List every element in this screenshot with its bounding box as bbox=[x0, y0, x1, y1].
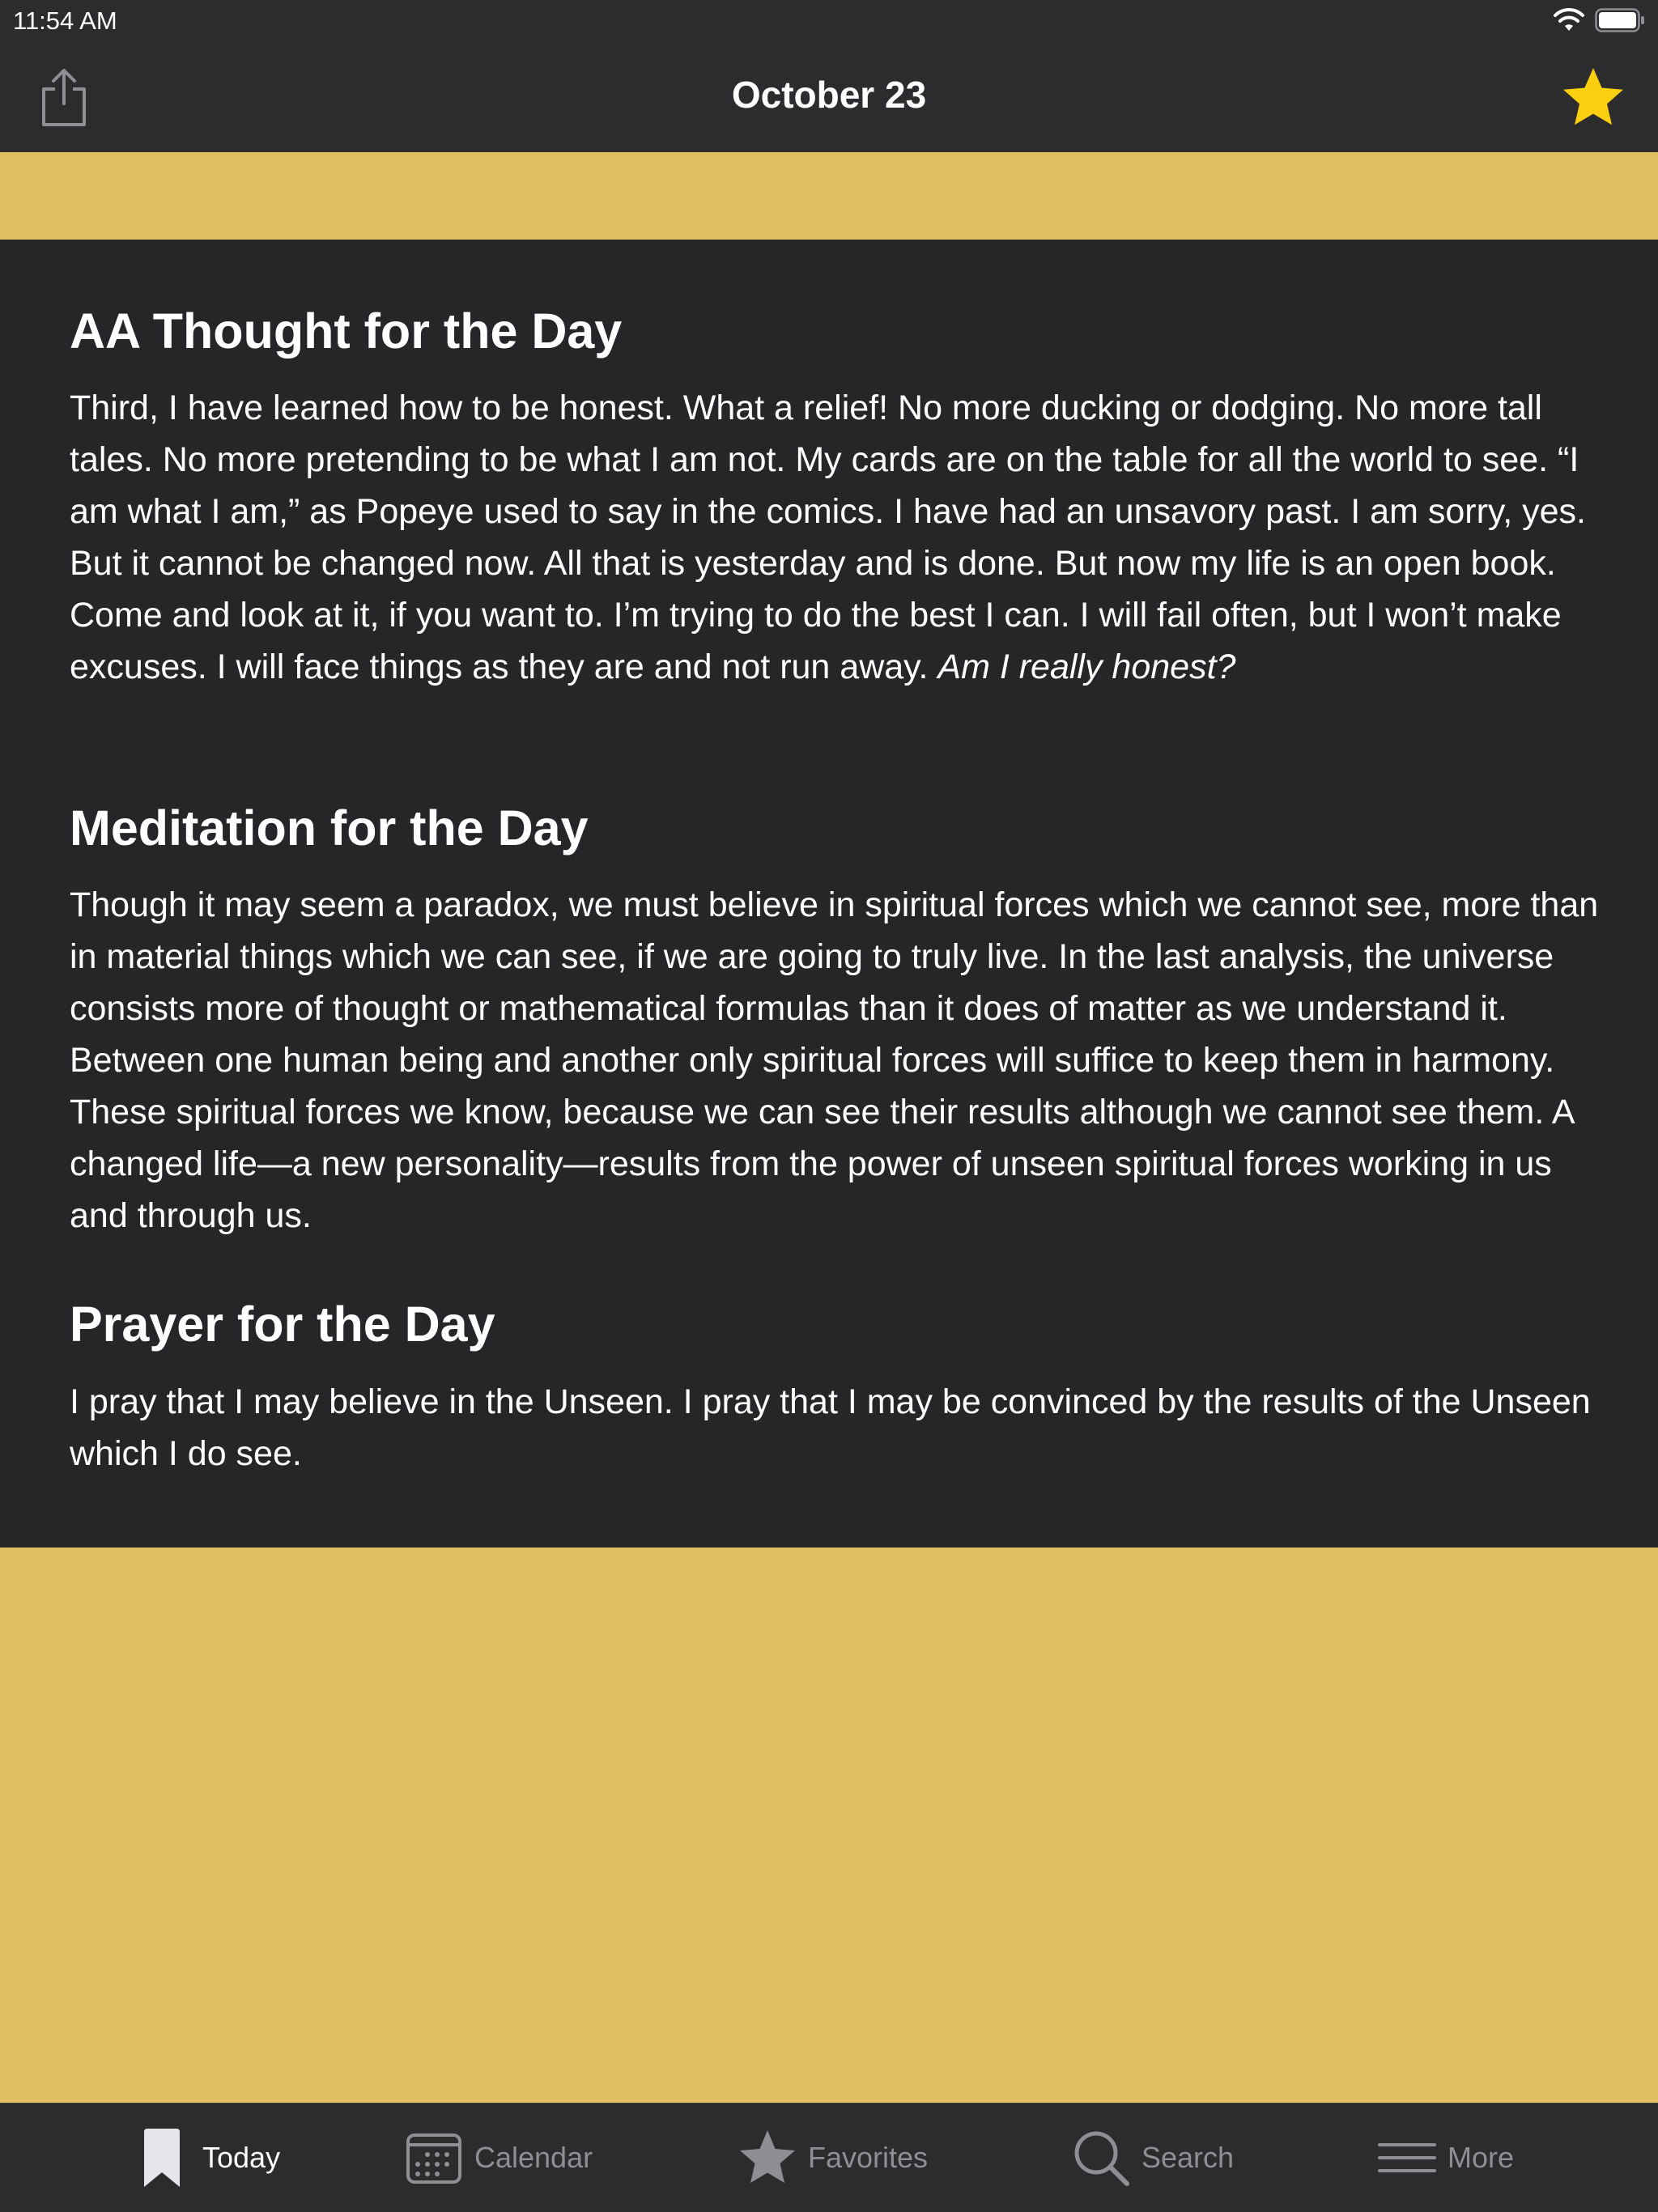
bottom-banner bbox=[0, 1548, 1658, 2103]
top-banner bbox=[0, 152, 1658, 240]
tab-today[interactable] bbox=[133, 2104, 280, 2212]
battery-icon bbox=[1595, 8, 1645, 32]
reading-content bbox=[0, 240, 1658, 1548]
tab-calendar[interactable] bbox=[405, 2104, 593, 2212]
tab-more[interactable] bbox=[1378, 2104, 1514, 2212]
tab-search[interactable] bbox=[1072, 2104, 1234, 2212]
section-heading-meditation: Meditation for the Day bbox=[70, 800, 589, 856]
tab-label-search: Search bbox=[1141, 2141, 1235, 2174]
favorite-star-icon[interactable] bbox=[1561, 65, 1626, 128]
tab-label-more: More bbox=[1448, 2141, 1515, 2174]
section-heading-prayer: Prayer for the Day bbox=[70, 1297, 495, 1352]
tab-label-favorites: Favorites bbox=[808, 2141, 929, 2174]
section-heading-thought: AA Thought for the Day bbox=[70, 304, 623, 359]
search-icon bbox=[1072, 2129, 1130, 2187]
wifi-icon bbox=[1551, 6, 1587, 34]
star-icon bbox=[738, 2129, 797, 2187]
section-body-prayer: I pray that I may believe in the Unseen. I pray that I may be convinced by the results of the Unseen which I do see. bbox=[70, 1382, 1591, 1473]
section-body-meditation: Though it may seem a paradox, we must believe in spiritual forces which we cannot see, more than in material things which we can see, if we are going to truly live. In the last analysis, the universe consists more of thought or mathematical formulas than it does of matter as we understand it. Between one human being and another only spiritual forces will suffice to keep them in harmony. These spiritual forces we know, because we can see their results although we cannot see them. A changed life—a new personality—results from the power of unseen spiritual forces working in us and through us. bbox=[70, 885, 1599, 1235]
navigation-bar bbox=[0, 40, 1658, 152]
thought-emphasis-text: Am I really honest? bbox=[937, 647, 1236, 686]
page-title: October 23 bbox=[731, 74, 927, 116]
bookmark-icon bbox=[133, 2129, 191, 2187]
tab-label-today: Today bbox=[202, 2141, 281, 2174]
tab-label-calendar: Calendar bbox=[474, 2141, 593, 2174]
menu-icon bbox=[1378, 2129, 1436, 2187]
status-time: 11:54 AM bbox=[13, 6, 117, 35]
thought-text: Third, I have learned how to be honest. What a relief! No more ducking or dodging. No more tall tales. No more pretending to be what I am not. My cards are on the table for all the world to see. “I am what I am,” as Popeye used to say in the comics. I have had an unsavory past. I am sorry, yes. But it cannot be changed now. All that is yesterday and is done. But now my life is an open book. Come and look at it, if you want to. I’m trying to do the best I can. I will fail often, but I won’t make excuses. I will face things as they are and not run away. bbox=[70, 388, 1586, 686]
tab-bar bbox=[0, 2103, 1658, 2212]
calendar-icon bbox=[405, 2129, 463, 2187]
status-bar bbox=[0, 0, 1658, 40]
tab-favorites[interactable] bbox=[738, 2104, 928, 2212]
section-body-thought bbox=[70, 382, 1608, 693]
